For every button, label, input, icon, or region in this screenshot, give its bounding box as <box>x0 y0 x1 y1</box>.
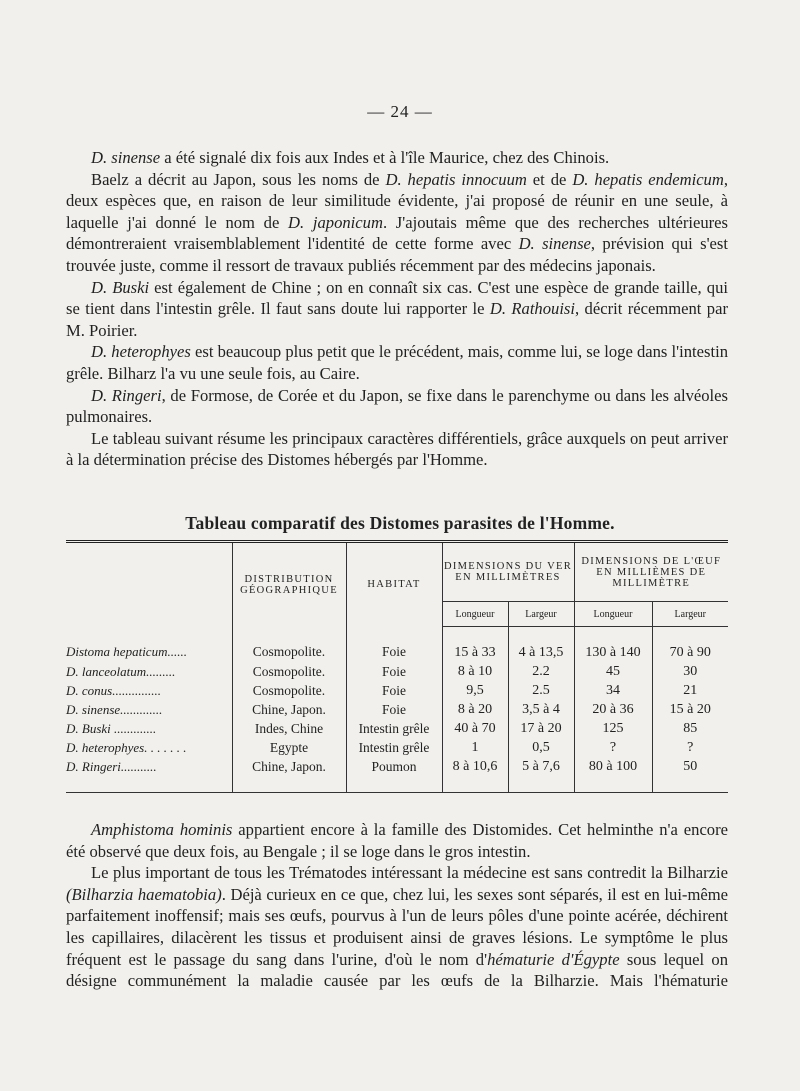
distribution-cell: Cosmopolite. <box>232 681 346 700</box>
table-row <box>66 627 728 663</box>
habitat-cell: Foie <box>346 700 442 719</box>
paragraph-bilharzia: Le plus important de tous les Trématodes intéressant la médecine est sans contredit la Bilharzie (Bilharzia haematobia). Déjà curieux en ce que, chez lui, les sexes sont séparés, il est en lui-même parfaitement inoffensif; mais ses œufs, pourvus à l'un de leurs pôles d'une pointe acérée, déchirent les capillaires, dilacèrent les tissus et produisent ainsi de graves lésions. Le symptôme le plus fréquent est le passage du sang dans l'urine, d'où le nom d'hématurie d'Égypte sous lequel on désigne communément la maladie causée par les œufs de la Bilharzie. Mais l'hématurie <box>66 863 728 991</box>
egg-width-cell: ? <box>652 738 728 757</box>
egg-length-cell: 20 à 36 <box>574 700 652 719</box>
distribution-cell: Cosmopolite. <box>232 627 346 663</box>
worm-width-cell: 2.2 <box>508 662 574 681</box>
egg-length-cell: 130 à 140 <box>574 627 652 663</box>
habitat-cell: Foie <box>346 627 442 663</box>
table-row <box>66 738 728 757</box>
page-number: — 24 — <box>367 102 433 121</box>
worm-dimensions-header: DIMENSIONS DU VER EN MILLIMÈTRES <box>442 542 574 602</box>
worm-width-cell: 5 à 7,6 <box>508 757 574 793</box>
habitat-cell: Foie <box>346 662 442 681</box>
table-header-row <box>66 542 728 602</box>
species-cell: Distoma hepaticum...... <box>66 644 187 660</box>
worm-width-cell: 2.5 <box>508 681 574 700</box>
species-cell: D. Ringeri........... <box>66 757 232 793</box>
egg-length-header: Longueur <box>574 602 652 627</box>
habitat-cell: Intestin grêle <box>346 719 442 738</box>
worm-length-cell: 8 à 10 <box>442 662 508 681</box>
table-title: Tableau comparatif des Distomes parasites de l'Homme. <box>185 513 615 533</box>
egg-width-cell: 21 <box>652 681 728 700</box>
egg-length-cell: 80 à 100 <box>574 757 652 793</box>
intro-text <box>66 147 728 471</box>
table-row <box>66 700 728 719</box>
worm-length-header: Longueur <box>442 602 508 627</box>
paragraph-ringeri: D. Ringeri, de Formose, de Corée et du Japon, se fixe dans le parenchyme ou dans les alvéoles pulmonaires. <box>66 385 728 427</box>
species-header <box>66 542 232 627</box>
distribution-cell: Indes, Chine <box>232 719 346 738</box>
comparison-table <box>66 540 728 793</box>
species-cell: D. Buski ............. <box>66 720 157 736</box>
egg-length-cell: 34 <box>574 681 652 700</box>
species-cell: D. sinense............. <box>66 701 163 717</box>
egg-dimensions-header: DIMENSIONS DE L'ŒUF EN MILLIÈMES DE MILLIMÈTRE <box>574 542 728 602</box>
paragraph-sinense: D. sinense a été signalé dix fois aux Indes et à l'île Maurice, chez des Chinois. <box>91 148 610 167</box>
after-table-text <box>66 819 728 992</box>
species-cell: D. lanceolatum......... <box>66 663 176 679</box>
worm-width-cell: 3,5 à 4 <box>508 700 574 719</box>
distribution-header: DISTRIBUTION GÉOGRAPHIQUE <box>232 542 346 627</box>
worm-length-cell: 15 à 33 <box>442 627 508 663</box>
egg-length-cell: 45 <box>574 662 652 681</box>
paragraph-heterophyes: D. heterophyes est beaucoup plus petit que le précédent, mais, comme lui, se loge dans l'intestin grêle. Bilharz l'a vu une seule fois, au Caire. <box>66 342 728 383</box>
distribution-cell: Chine, Japon. <box>232 700 346 719</box>
habitat-header: HABITAT <box>346 542 442 627</box>
table-row <box>66 681 728 700</box>
distribution-cell: Chine, Japon. <box>232 757 346 793</box>
worm-width-cell: 17 à 20 <box>508 719 574 738</box>
paragraph-table-intro: Le tableau suivant résume les principaux caractères différentiels, grâce auxquels on peut arriver à la détermination précise des Distomes hébergés par l'Homme. <box>66 428 728 470</box>
habitat-cell: Foie <box>346 681 442 700</box>
egg-width-cell: 85 <box>652 719 728 738</box>
worm-length-cell: 40 à 70 <box>442 719 508 738</box>
egg-width-cell: 70 à 90 <box>652 627 728 663</box>
egg-width-cell: 30 <box>652 662 728 681</box>
species-cell: D. heterophyes. . . . . . . <box>66 739 187 755</box>
distribution-cell: Cosmopolite. <box>232 662 346 681</box>
worm-length-cell: 1 <box>442 738 508 757</box>
egg-length-cell: ? <box>574 738 652 757</box>
habitat-cell: Poumon <box>346 757 442 793</box>
worm-width-cell: 0,5 <box>508 738 574 757</box>
paragraph-buski: D. Buski est également de Chine ; on en connaît six cas. C'est une espèce de grande taille, qui se tient dans l'intestin grêle. Il faut sans doute lui rapporter le D. Rathouisi, décrit récemment par M. Poirier. <box>66 277 728 340</box>
worm-length-cell: 8 à 10,6 <box>442 757 508 793</box>
egg-width-cell: 50 <box>652 757 728 793</box>
species-cell: D. conus............... <box>66 682 161 698</box>
table-row <box>66 662 728 681</box>
table-row <box>66 719 728 738</box>
paragraph-amphistoma: Amphistoma hominis appartient encore à la famille des Distomides. Cet helminthe n'a encore été observé que deux fois, au Bengale ; il se loge dans le gros intestin. <box>66 820 728 861</box>
worm-width-cell: 4 à 13,5 <box>508 627 574 663</box>
worm-length-cell: 8 à 20 <box>442 700 508 719</box>
egg-width-header: Largeur <box>652 602 728 627</box>
worm-width-header: Largeur <box>508 602 574 627</box>
worm-length-cell: 9,5 <box>442 681 508 700</box>
egg-width-cell: 15 à 20 <box>652 700 728 719</box>
distribution-cell: Egypte <box>232 738 346 757</box>
table-row <box>66 757 728 793</box>
paragraph-baelz: Baelz a décrit au Japon, sous les noms de D. hepatis innocuum et de D. hepatis endemicum, deux espèces que, en raison de leur similitude évidente, j'ai proposé de réunir en une seule, à laquelle j'ai donné le nom de D. japonicum. J'ajoutais même que des recherches ultérieures démontreraient vraisemblablement l'identité de cette forme avec D. sinense, prévision qui s'est trouvée juste, comme il ressort de travaux publiés récemment par des médecins japonais. <box>66 169 728 275</box>
egg-length-cell: 125 <box>574 719 652 738</box>
habitat-cell: Intestin grêle <box>346 738 442 757</box>
